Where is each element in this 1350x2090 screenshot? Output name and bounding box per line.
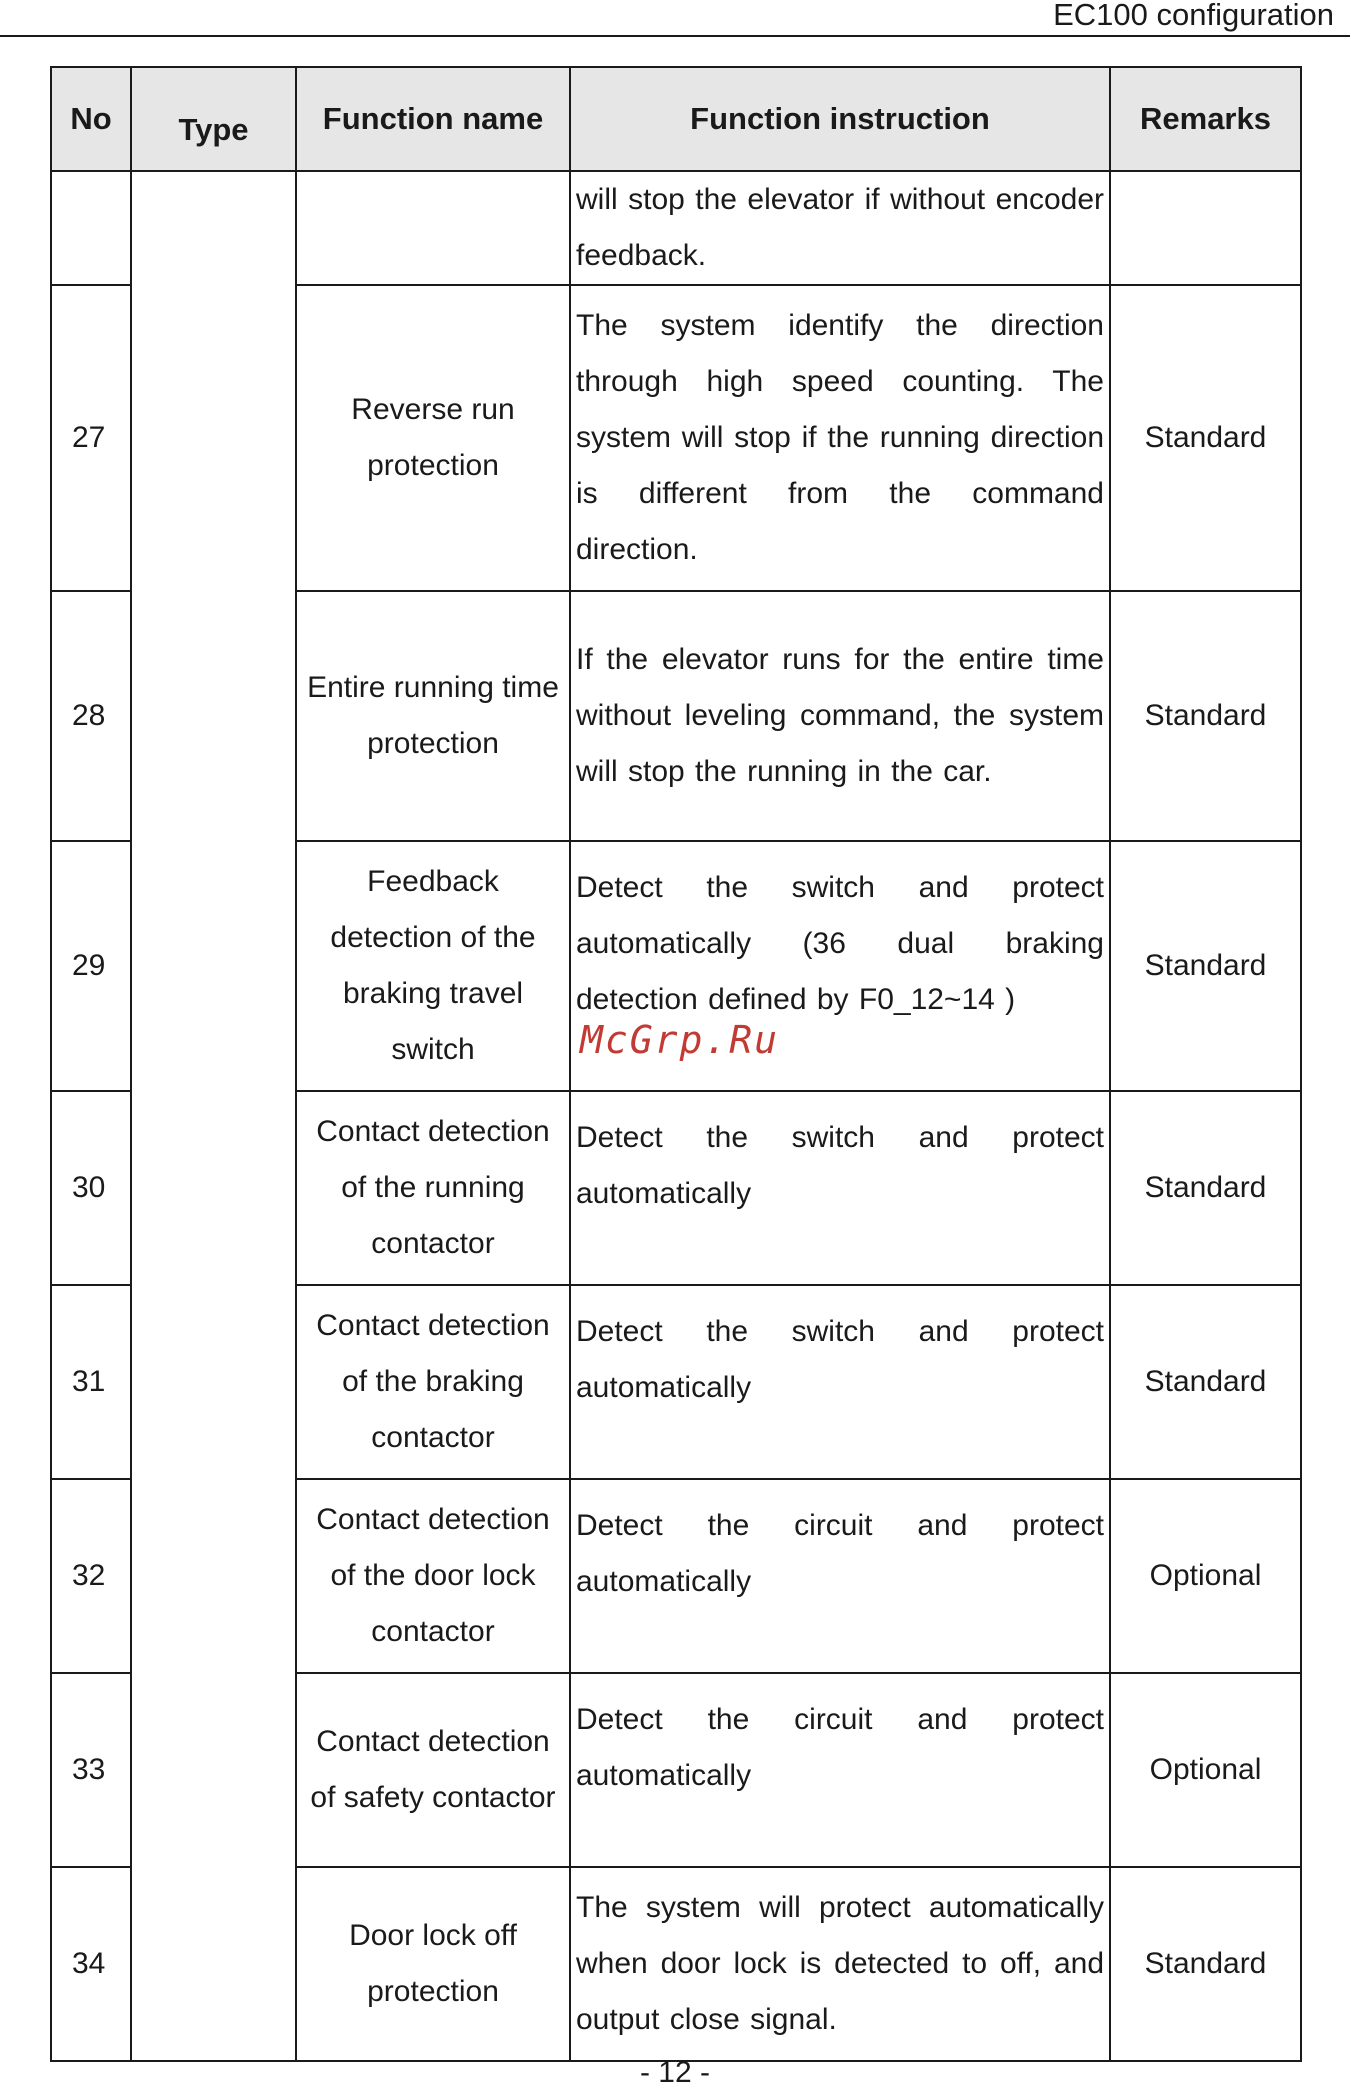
row-remark: Optional xyxy=(1110,1673,1301,1867)
row-no xyxy=(51,171,131,285)
row-no: 27 xyxy=(51,285,131,591)
header-type: Type xyxy=(131,67,296,171)
row-function-name: Feedback detection of the braking travel switch xyxy=(296,841,570,1091)
header-function-name: Function name xyxy=(296,67,570,171)
row-function-name: Door lock off protection xyxy=(296,1867,570,2061)
row-function-name: Contact detection of the braking contactor xyxy=(296,1285,570,1479)
table-row xyxy=(51,171,1301,285)
watermark-text: McGrp.Ru xyxy=(580,1018,780,1062)
type-cell xyxy=(131,171,296,2061)
header-function-instruction: Function instruction xyxy=(570,67,1110,171)
row-no: 33 xyxy=(51,1673,131,1867)
row-remark: Standard xyxy=(1110,285,1301,591)
row-no: 29 xyxy=(51,841,131,1091)
row-no: 32 xyxy=(51,1479,131,1673)
header-divider xyxy=(0,35,1350,37)
function-table-wrapper xyxy=(50,66,1300,2062)
row-function-instruction: Detect the switch and protect automatically (36 dual braking detection defined by F0_12~14 ) xyxy=(570,841,1110,1091)
row-remark: Optional xyxy=(1110,1479,1301,1673)
header-remarks: Remarks xyxy=(1110,67,1301,171)
row-remark: Standard xyxy=(1110,1867,1301,2061)
row-no: 31 xyxy=(51,1285,131,1479)
row-function-name: Entire running time protection xyxy=(296,591,570,841)
row-function-name: Reverse run protection xyxy=(296,285,570,591)
row-remark: Standard xyxy=(1110,1091,1301,1285)
row-function-name: Contact detection of the running contactor xyxy=(296,1091,570,1285)
row-remark: Standard xyxy=(1110,591,1301,841)
row-function-instruction: will stop the elevator if without encoder feedback. xyxy=(570,171,1110,285)
row-function-instruction: If the elevator runs for the entire time without leveling command, the system will stop the running in the car. xyxy=(570,591,1110,841)
page-header-title: EC100 configuration xyxy=(1053,0,1334,32)
row-function-instruction: The system will protect automatically when door lock is detected to off, and output close signal. xyxy=(570,1867,1110,2061)
row-remark: Standard xyxy=(1110,841,1301,1091)
table-header-row xyxy=(51,67,1301,171)
row-remark xyxy=(1110,171,1301,285)
row-no: 30 xyxy=(51,1091,131,1285)
row-function-instruction: Detect the circuit and protect automatically xyxy=(570,1479,1110,1673)
row-function-name xyxy=(296,171,570,285)
row-function-instruction: Detect the circuit and protect automatically xyxy=(570,1673,1110,1867)
page-number: - 12 - xyxy=(639,2056,711,2089)
row-no: 28 xyxy=(51,591,131,841)
row-function-name: Contact detection of safety contactor xyxy=(296,1673,570,1867)
row-function-instruction: Detect the switch and protect automatically xyxy=(570,1091,1110,1285)
row-function-instruction: The system identify the direction through high speed counting. The system will stop if the running direction is different from the command direction. xyxy=(570,285,1110,591)
row-no: 34 xyxy=(51,1867,131,2061)
row-function-name: Contact detection of the door lock contactor xyxy=(296,1479,570,1673)
function-table xyxy=(50,66,1302,2062)
header-no: No xyxy=(51,67,131,171)
row-remark: Standard xyxy=(1110,1285,1301,1479)
row-function-instruction: Detect the switch and protect automatically xyxy=(570,1285,1110,1479)
